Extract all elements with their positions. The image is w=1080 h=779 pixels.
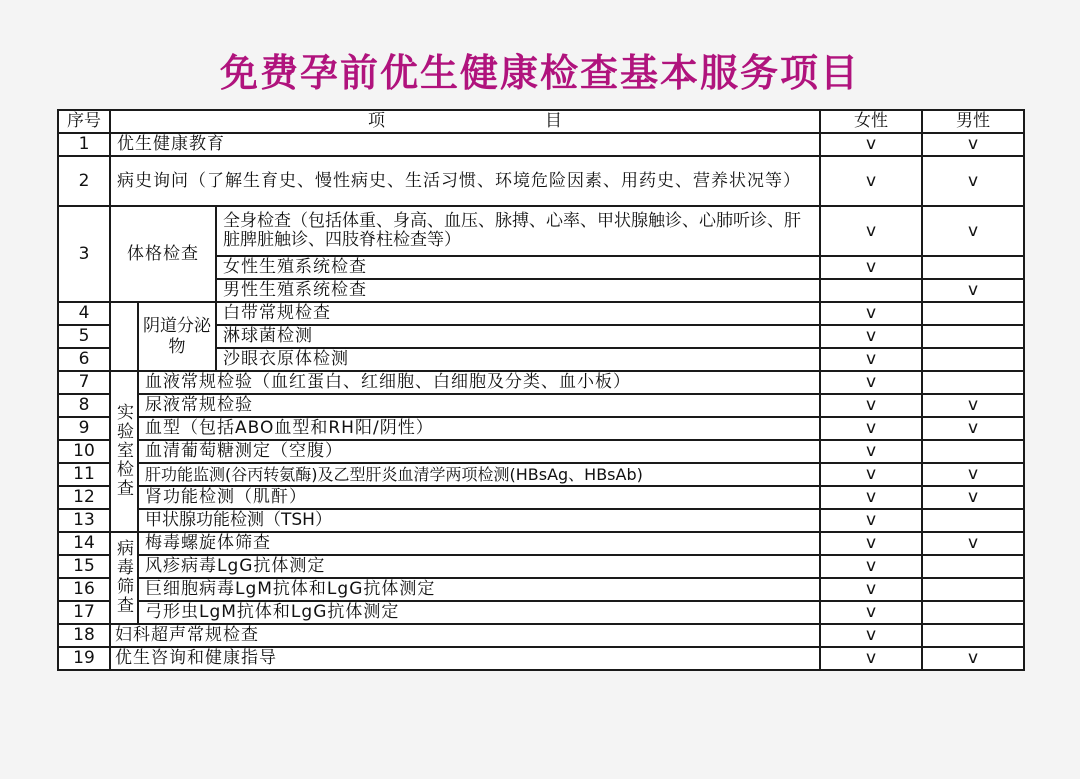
row-item: 肾功能检测（肌酐） xyxy=(138,486,820,509)
table-row xyxy=(58,371,1024,394)
row-item: 血液常规检验（血红蛋白、红细胞、白细胞及分类、血小板） xyxy=(138,371,820,394)
row-number: 11 xyxy=(58,463,110,486)
male-mark xyxy=(922,601,1024,624)
row-item: 优生健康教育 xyxy=(110,133,820,156)
row-number: 7 xyxy=(58,371,110,394)
female-mark: v xyxy=(820,394,922,417)
table-row xyxy=(58,509,1024,532)
header-item-a: 项 xyxy=(368,111,385,131)
row-item: 沙眼衣原体检测 xyxy=(216,348,820,371)
row-item: 白带常规检查 xyxy=(216,302,820,325)
female-mark: v xyxy=(820,156,922,206)
male-mark: v xyxy=(922,156,1024,206)
row-item: 血型（包括ABO血型和RH阳/阴性） xyxy=(138,417,820,440)
row-item: 妇科超声常规检查 xyxy=(110,624,820,647)
male-mark xyxy=(922,555,1024,578)
female-mark: v xyxy=(820,486,922,509)
female-mark: v xyxy=(820,647,922,670)
row-item: 男性生殖系统检查 xyxy=(216,279,820,302)
row-number: 5 xyxy=(58,325,110,348)
table-row xyxy=(58,624,1024,647)
table-row xyxy=(58,578,1024,601)
female-mark: v xyxy=(820,601,922,624)
row-number: 10 xyxy=(58,440,110,463)
male-mark xyxy=(922,371,1024,394)
group-label-vaginal: 阴道分泌物 xyxy=(138,302,216,371)
male-mark: v xyxy=(922,463,1024,486)
row-item: 血清葡萄糖测定（空腹） xyxy=(138,440,820,463)
row-number: 17 xyxy=(58,601,110,624)
table-row xyxy=(58,486,1024,509)
row-number: 12 xyxy=(58,486,110,509)
female-mark: v xyxy=(820,532,922,555)
group-label-virus: 病毒筛查 xyxy=(110,532,138,624)
row-item: 弓形虫LgM抗体和LgG抗体测定 xyxy=(138,601,820,624)
row-number: 16 xyxy=(58,578,110,601)
row-item: 病史询问（了解生育史、慢性病史、生活习惯、环境危险因素、用药史、营养状况等） xyxy=(110,156,820,206)
table-row xyxy=(58,647,1024,670)
female-mark: v xyxy=(820,509,922,532)
female-mark: v xyxy=(820,463,922,486)
row-number: 1 xyxy=(58,133,110,156)
header-female: 女性 xyxy=(820,110,922,133)
male-mark: v xyxy=(922,279,1024,302)
table-row xyxy=(58,394,1024,417)
group-label-lab: 实验室检查 xyxy=(110,371,138,532)
female-mark: v xyxy=(820,302,922,325)
male-mark xyxy=(922,578,1024,601)
female-mark: v xyxy=(820,206,922,256)
male-mark xyxy=(922,348,1024,371)
female-mark xyxy=(820,279,922,302)
header-male: 男性 xyxy=(922,110,1024,133)
row-number: 3 xyxy=(58,206,110,302)
table-row xyxy=(58,156,1024,206)
female-mark: v xyxy=(820,417,922,440)
row-number: 6 xyxy=(58,348,110,371)
row-number: 8 xyxy=(58,394,110,417)
row-item: 优生咨询和健康指导 xyxy=(110,647,820,670)
male-mark xyxy=(922,302,1024,325)
row-number: 2 xyxy=(58,156,110,206)
female-mark: v xyxy=(820,348,922,371)
female-mark: v xyxy=(820,325,922,348)
header-seq: 序号 xyxy=(58,110,110,133)
female-mark: v xyxy=(820,133,922,156)
female-mark: v xyxy=(820,371,922,394)
row-item: 巨细胞病毒LgM抗体和LgG抗体测定 xyxy=(138,578,820,601)
row-number: 19 xyxy=(58,647,110,670)
row-number: 4 xyxy=(58,302,110,325)
row-item: 全身检查（包括体重、身高、血压、脉搏、心率、甲状腺触诊、心肺听诊、肝脏脾脏触诊、四肢脊柱检查等） xyxy=(216,206,820,256)
male-mark: v xyxy=(922,647,1024,670)
service-table xyxy=(57,109,1025,671)
row-item: 尿液常规检验 xyxy=(138,394,820,417)
female-mark: v xyxy=(820,440,922,463)
male-mark xyxy=(922,325,1024,348)
male-mark: v xyxy=(922,417,1024,440)
row-number: 14 xyxy=(58,532,110,555)
table-row xyxy=(58,555,1024,578)
female-mark: v xyxy=(820,578,922,601)
row-item: 梅毒螺旋体筛查 xyxy=(138,532,820,555)
row-item: 女性生殖系统检查 xyxy=(216,256,820,279)
table-row xyxy=(58,532,1024,555)
table-row xyxy=(58,206,1024,256)
female-mark: v xyxy=(820,256,922,279)
row-number: 15 xyxy=(58,555,110,578)
group-label-physical: 体格检查 xyxy=(110,206,216,302)
header-item xyxy=(110,110,820,133)
female-mark: v xyxy=(820,555,922,578)
table-row xyxy=(58,440,1024,463)
male-mark xyxy=(922,624,1024,647)
row-item: 甲状腺功能检测（TSH） xyxy=(138,509,820,532)
male-mark: v xyxy=(922,206,1024,256)
female-mark: v xyxy=(820,624,922,647)
table-row xyxy=(58,302,1024,325)
page-title: 免费孕前优生健康检查基本服务项目 xyxy=(219,51,860,95)
male-mark xyxy=(922,440,1024,463)
header-row xyxy=(58,110,1024,133)
male-mark: v xyxy=(922,532,1024,555)
row-item: 淋球菌检测 xyxy=(216,325,820,348)
row-item: 肝功能监测(谷丙转氨酶)及乙型肝炎血清学两项检测(HBsAg、HBsAb) xyxy=(138,463,820,486)
row-number: 13 xyxy=(58,509,110,532)
row-number: 9 xyxy=(58,417,110,440)
male-mark xyxy=(922,256,1024,279)
table-row xyxy=(58,601,1024,624)
male-mark: v xyxy=(922,133,1024,156)
header-item-b: 目 xyxy=(545,111,562,131)
male-mark: v xyxy=(922,486,1024,509)
table-row xyxy=(58,463,1024,486)
male-mark xyxy=(922,509,1024,532)
male-mark: v xyxy=(922,394,1024,417)
row-item: 风疹病毒LgG抗体测定 xyxy=(138,555,820,578)
row-number: 18 xyxy=(58,624,110,647)
table-row xyxy=(58,417,1024,440)
vaginal-group-spacer xyxy=(110,302,138,371)
table-row xyxy=(58,133,1024,156)
